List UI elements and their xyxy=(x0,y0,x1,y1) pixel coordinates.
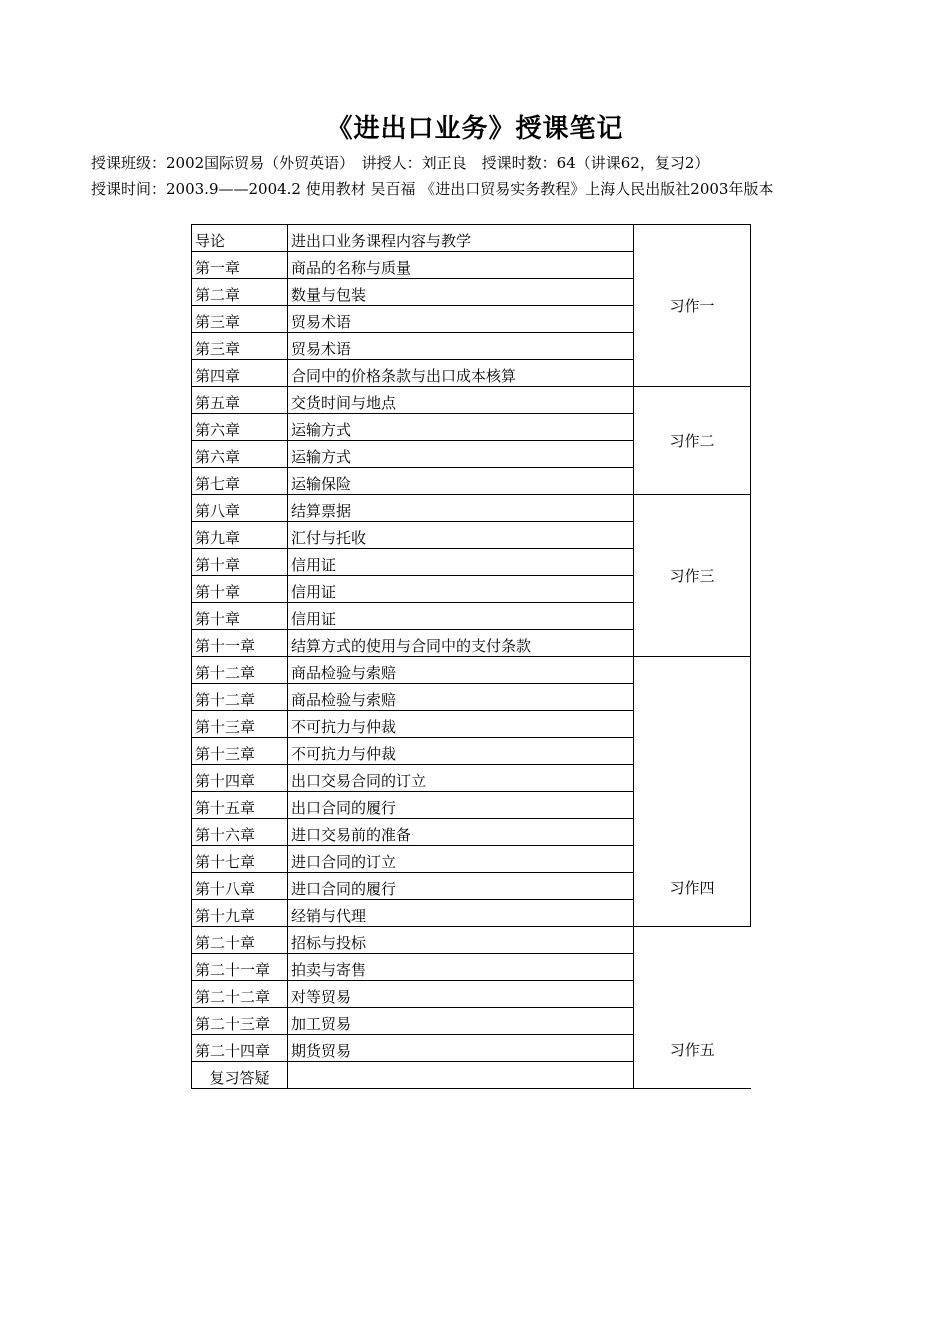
exercise-cell: 习作二 xyxy=(634,387,751,495)
chapter-cell: 第十五章 xyxy=(192,792,288,819)
exercise-cell: 习作三 xyxy=(634,495,751,657)
content-cell: 数量与包装 xyxy=(288,279,634,306)
content-cell: 加工贸易 xyxy=(288,1008,634,1035)
table-row xyxy=(192,927,751,954)
page-title: 《进出口业务》授课笔记 xyxy=(326,114,624,144)
table-row xyxy=(192,387,751,414)
content-cell: 信用证 xyxy=(288,549,634,576)
content-cell: 不可抗力与仲裁 xyxy=(288,711,634,738)
content-cell: 运输方式 xyxy=(288,441,634,468)
chapter-cell: 第十二章 xyxy=(192,657,288,684)
chapter-cell: 第十三章 xyxy=(192,738,288,765)
content-cell: 拍卖与寄售 xyxy=(288,954,634,981)
content-cell: 结算票据 xyxy=(288,495,634,522)
chapter-cell: 第二十三章 xyxy=(192,1008,288,1035)
chapter-cell: 第十章 xyxy=(192,603,288,630)
chapter-cell: 第九章 xyxy=(192,522,288,549)
content-cell: 期货贸易 xyxy=(288,1035,634,1062)
chapter-cell: 第六章 xyxy=(192,441,288,468)
content-cell: 结算方式的使用与合同中的支付条款 xyxy=(288,630,634,657)
content-cell: 经销与代理 xyxy=(288,900,634,927)
content-cell: 贸易术语 xyxy=(288,306,634,333)
chapter-cell: 第十三章 xyxy=(192,711,288,738)
chapter-cell: 第三章 xyxy=(192,333,288,360)
chapter-cell: 导论 xyxy=(192,225,288,252)
chapter-cell: 第一章 xyxy=(192,252,288,279)
content-cell: 贸易术语 xyxy=(288,333,634,360)
content-cell: 运输方式 xyxy=(288,414,634,441)
chapter-cell: 第五章 xyxy=(192,387,288,414)
chapter-cell: 第十九章 xyxy=(192,900,288,927)
table-row xyxy=(192,495,751,522)
exercise-cell: 习作五 xyxy=(634,927,751,1089)
content-cell: 商品检验与索赔 xyxy=(288,684,634,711)
content-cell: 进出口业务课程内容与教学 xyxy=(288,225,634,252)
chapter-cell: 第十章 xyxy=(192,576,288,603)
chapter-cell: 第六章 xyxy=(192,414,288,441)
content-cell: 信用证 xyxy=(288,603,634,630)
content-cell: 商品的名称与质量 xyxy=(288,252,634,279)
content-cell: 不可抗力与仲裁 xyxy=(288,738,634,765)
chapter-cell: 第十章 xyxy=(192,549,288,576)
content-cell: 进口交易前的准备 xyxy=(288,819,634,846)
syllabus-table xyxy=(191,224,751,1089)
exercise-cell: 习作四 xyxy=(634,657,751,927)
content-cell: 合同中的价格条款与出口成本核算 xyxy=(288,360,634,387)
content-cell: 汇付与托收 xyxy=(288,522,634,549)
table-row xyxy=(192,225,751,252)
chapter-cell: 第七章 xyxy=(192,468,288,495)
content-cell: 出口交易合同的订立 xyxy=(288,765,634,792)
chapter-cell: 复习答疑 xyxy=(192,1062,288,1089)
chapter-cell: 第十八章 xyxy=(192,873,288,900)
chapter-cell: 第三章 xyxy=(192,306,288,333)
table-row xyxy=(192,657,751,684)
content-cell: 招标与投标 xyxy=(288,927,634,954)
content-cell: 出口合同的履行 xyxy=(288,792,634,819)
chapter-cell: 第十七章 xyxy=(192,846,288,873)
chapter-cell: 第十二章 xyxy=(192,684,288,711)
content-cell: 进口合同的履行 xyxy=(288,873,634,900)
chapter-cell: 第十四章 xyxy=(192,765,288,792)
content-cell: 对等贸易 xyxy=(288,981,634,1008)
chapter-cell: 第二章 xyxy=(192,279,288,306)
chapter-cell: 第十一章 xyxy=(192,630,288,657)
chapter-cell: 第二十章 xyxy=(192,927,288,954)
chapter-cell: 第二十四章 xyxy=(192,1035,288,1062)
chapter-cell: 第八章 xyxy=(192,495,288,522)
chapter-cell: 第四章 xyxy=(192,360,288,387)
content-cell: 交货时间与地点 xyxy=(288,387,634,414)
content-cell: 运输保险 xyxy=(288,468,634,495)
chapter-cell: 第十六章 xyxy=(192,819,288,846)
content-cell: 商品检验与索赔 xyxy=(288,657,634,684)
content-cell: 信用证 xyxy=(288,576,634,603)
exercise-cell: 习作一 xyxy=(634,225,751,387)
course-info-line-2: 授课时间：2003.9——2004.2 使用教材 吴百福 《进出口贸易实务教程》上海人民出版社2003年版本 xyxy=(91,180,774,198)
content-cell xyxy=(288,1062,634,1089)
course-info-line-1: 授课班级：2002国际贸易（外贸英语） 讲授人：刘正良 授课时数：64（讲课62，复习2） xyxy=(91,154,710,172)
chapter-cell: 第二十二章 xyxy=(192,981,288,1008)
chapter-cell: 第二十一章 xyxy=(192,954,288,981)
content-cell: 进口合同的订立 xyxy=(288,846,634,873)
